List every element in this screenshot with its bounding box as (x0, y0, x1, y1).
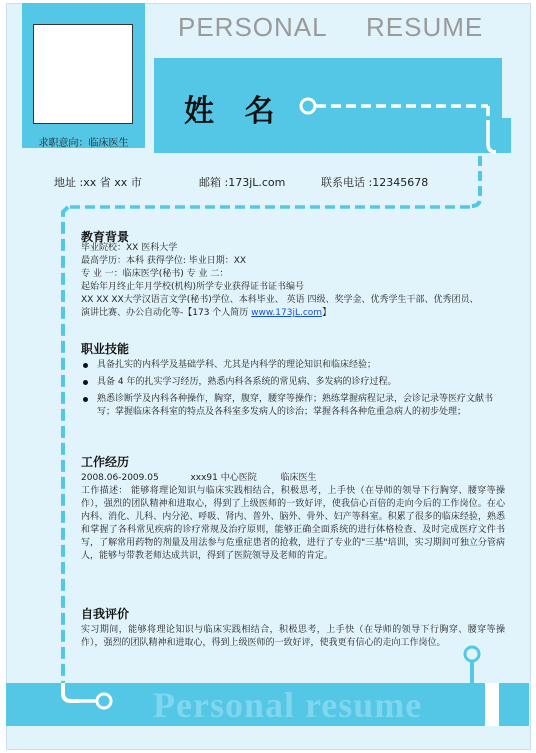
education-title: 教育背景 (81, 230, 130, 244)
skill-item (81, 376, 505, 389)
work-org: xxx91 中心医院 (190, 473, 257, 483)
education-line: XX XX XX大学汉语言文学(秘书)学位、本科毕业、 英语 四级、奖学金、优秀学生干部、优秀团员、 (81, 295, 479, 305)
skill-item (81, 359, 505, 372)
bullet-icon (83, 380, 88, 385)
self-eval-text: 实习期间，能够将理论知识与临床实践相结合，积极思考，上手快（在导师的领导下行胸穿、腰穿等操作），强烈的团队精神和进取心，得到上级医师的一致好评，使我更有信心的走向工作岗位。 (81, 625, 505, 648)
education-line: 最高学历：本科 获得学位: 毕业日期：XX (81, 256, 247, 266)
bullet-icon (83, 397, 88, 402)
website-link[interactable]: www.173jL.com (251, 308, 323, 318)
education-line: 毕业院校：XX 医科大学 (81, 243, 178, 253)
job-intent: 求职意向：临床医生 (38, 138, 129, 149)
education-line: 专 业 一：临床医学(秘书) 专 业 二： (81, 269, 229, 279)
right-connector-line (470, 156, 480, 206)
skill-text: 具备 4 年的扎实学习经历，熟悉内科各系统的常见病、多发病的诊疗过程。 (97, 377, 397, 387)
skill-text: 具备扎实的内科学及基础学科、尤其是内科学的理论知识和临床经验； (97, 360, 377, 370)
person-name: 姓 名 (184, 94, 285, 129)
education-last-end: 】 (322, 308, 332, 318)
name-panel-tab (501, 118, 511, 153)
education-body (81, 242, 505, 320)
education-line: 起始年月终止年月学校(机构)所学专业获得证书证书编号 (81, 282, 305, 292)
contact-email: 邮箱 :173jL.com (199, 176, 286, 189)
work-body (81, 472, 505, 563)
left-frame-line (63, 207, 80, 701)
education-line-last (81, 307, 505, 320)
education-last-text: 演讲比赛、办公自动化等-【173 个人简历 (81, 308, 252, 318)
footer-watermark: Personal resume (153, 685, 423, 725)
title-resume: RESUME (366, 12, 484, 42)
work-position: 临床医生 (280, 473, 317, 483)
profile-photo (33, 24, 133, 124)
work-period: 2008.06-2009.05 (81, 473, 159, 483)
work-description: 工作描述： 能够将理论知识与临床实践相结合，积极思考，上手快（在导师的领导下行胸穿、腰穿等操作），强烈的团队精神和进取心，得到了上级医师的一致好评，使我信心百倍的走向今后的工作岗位。在心内科、消化、儿科、内分泌、呼吸、肾内、普外、脑外、骨外、妇产等科室。积累了很多的临床经验，熟悉和掌握了各科常见疾病的诊疗常规及治疗原则，能够正确全面系统的进行体格检查、及时完成医疗文件书写，了解常用药物的剂量及用法参与危重症患者的抢救，进行了专业的"三基"培训，实习期间可独立分管病人，能够与带教老师达成共识，得到了医院领导及老师的肯定。 (81, 486, 505, 561)
title-personal: PERSONAL (178, 12, 328, 42)
self-eval-title: 自我评价 (81, 607, 130, 621)
self-eval-body (81, 624, 505, 650)
skill-text: 熟悉诊断学及内科各种操作，胸穿，腹穿，腰穿等操作；熟练掌握病程记录，会诊记录等医疗文献书写；掌握临床各科室的特点及各科室多发病人的诊治；掌握各科各种危重急病人的初步处理； (97, 394, 494, 417)
contact-phone: 联系电话 :12345678 (321, 176, 429, 189)
work-title: 工作经历 (81, 455, 130, 469)
skills-body (81, 359, 505, 423)
bullet-icon (83, 363, 88, 368)
skill-item (81, 393, 505, 419)
skills-title: 职业技能 (81, 342, 130, 356)
work-header (81, 472, 505, 485)
contact-address: 地址 :xx 省 xx 市 (54, 176, 142, 189)
footer-band-gap (485, 683, 499, 726)
